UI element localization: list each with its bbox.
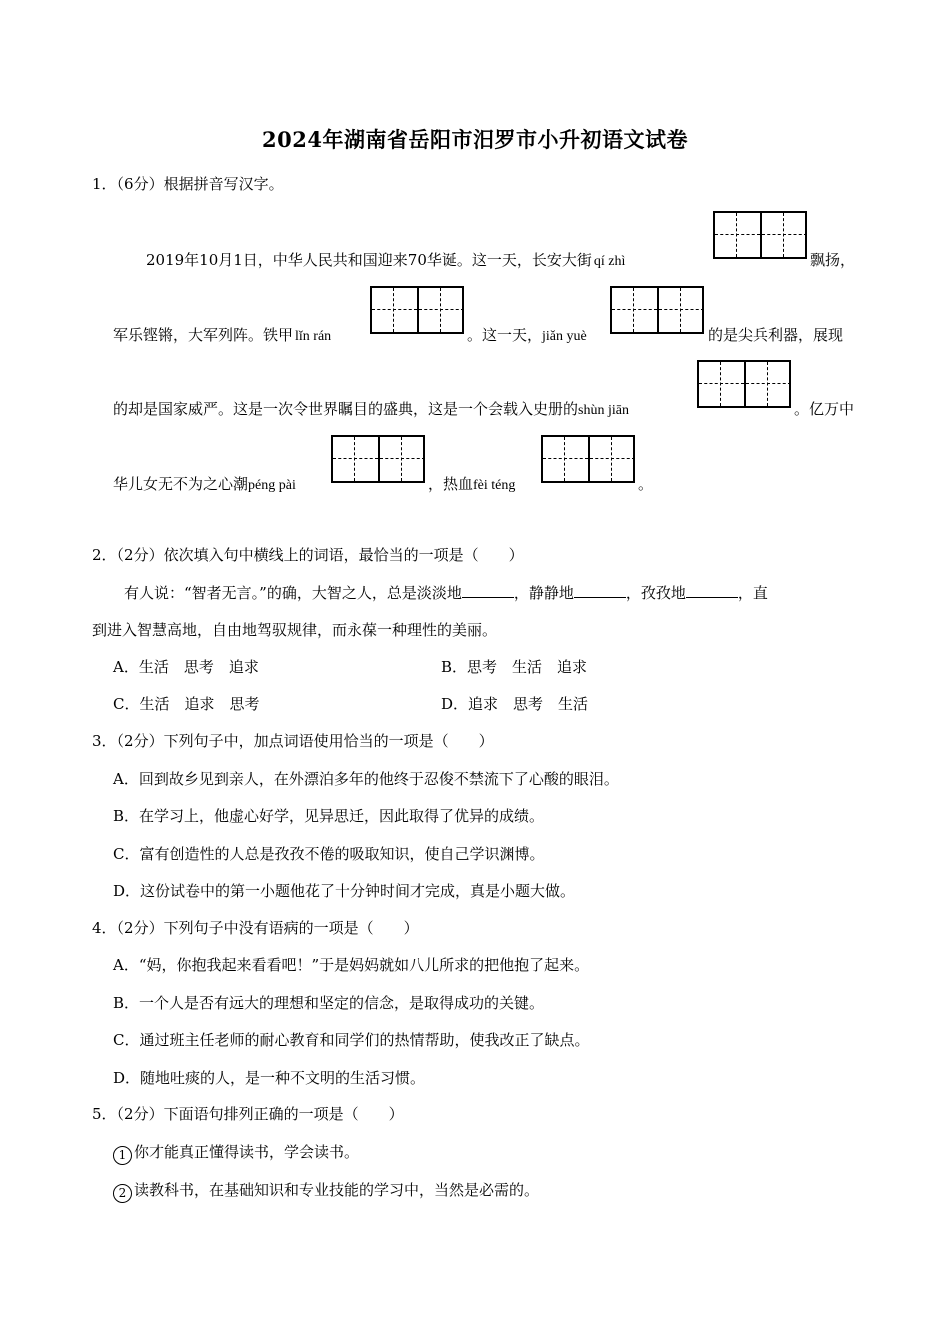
q2-text-c: ，孜孜地 [625, 584, 686, 602]
q1-stem: 1．（6分）根据拼音写汉字。 [92, 175, 284, 193]
q2-paragraph-line1 [124, 583, 768, 603]
q5-item-1-text: 你才能真正懂得读书，学会读书。 [134, 1143, 360, 1161]
q2-text-a: 有人说：“智者无言。”的确，大智之人，总是淡淡地 [124, 584, 462, 602]
q1-line4a [113, 474, 296, 496]
q2-option-b[interactable]: B．思考 生活 追求 [441, 658, 588, 676]
pinyin-jianyue: jiǎn yuè [542, 329, 587, 344]
fill-blank-3[interactable] [686, 583, 738, 598]
pinyin-shunjian: shùn jiān [578, 403, 629, 418]
pinyin-linran: lǐn rán [295, 329, 332, 344]
q3-option-a[interactable]: A．回到故乡见到亲人，在外漂泊多年的他终于忍俊不禁流下了心酸的眼泪。 [113, 770, 619, 788]
answer-grid-pengpai[interactable] [331, 435, 425, 483]
q2-text-b: ，静静地 [513, 584, 574, 602]
answer-grid-feiteng[interactable] [541, 435, 635, 483]
q5-stem: 5．（2分）下面语句排列正确的一项是（ ） [92, 1105, 404, 1123]
q2-option-a[interactable]: A．生活 思考 追求 [113, 658, 259, 676]
q1-line3 [113, 399, 629, 421]
q1-line2a [113, 325, 331, 347]
q1-line4b [428, 474, 515, 496]
q1-line1-end: 飘扬， [810, 251, 856, 269]
q2-option-c[interactable]: C．生活 追求 思考 [113, 695, 260, 713]
q2-option-d[interactable]: D．追求 思考 生活 [441, 695, 589, 713]
answer-grid-jianyue[interactable] [610, 286, 704, 334]
q1-line2a-text: 军乐铿锵，大军列阵。铁甲 [113, 326, 294, 344]
q4-option-d[interactable]: D．随地吐痰的人，是一种不文明的生活习惯。 [113, 1069, 426, 1087]
pinyin-qizhi: qí zhì [593, 254, 626, 269]
q1-line4b-text: ，热血 [428, 475, 474, 493]
q1-line2b-text: 。这一天， [467, 326, 543, 344]
fill-blank-2[interactable] [574, 583, 626, 598]
q2-paragraph-line2: 到进入智慧高地，自由地驾驭规律，而永葆一种理性的美丽。 [92, 621, 498, 639]
q4-option-b[interactable]: B．一个人是否有远大的理想和坚定的信念，是取得成功的关键。 [113, 994, 545, 1012]
q2-stem: 2．（2分）依次填入句中横线上的词语，最恰当的一项是（ ） [92, 546, 524, 564]
q1-line2c: 的是尖兵利器，展现 [708, 326, 844, 344]
q1-line1 [146, 250, 625, 272]
answer-grid-shunjian[interactable] [697, 360, 791, 408]
q2-text-d: ，直 [737, 584, 768, 602]
q3-stem: 3．（2分）下列句子中，加点词语使用恰当的一项是（ ） [92, 732, 494, 750]
q4-stem: 4．（2分）下列句子中没有语病的一项是（ ） [92, 919, 419, 937]
pinyin-feiteng: fèi téng [473, 478, 516, 493]
q5-item-2 [113, 1180, 539, 1203]
q5-item-2-text: 读教科书，在基础知识和专业技能的学习中，当然是必需的。 [134, 1181, 540, 1199]
q3-option-d[interactable]: D．这份试卷中的第一小题他花了十分钟时间才完成，真是小题大做。 [113, 882, 576, 900]
circled-number-2: 2 [113, 1184, 132, 1203]
q1-line4-end: 。 [638, 475, 654, 493]
answer-grid-linran[interactable] [370, 286, 464, 334]
q1-line3-text: 的却是国家威严。这是一次令世界瞩目的盛典，这是一个会载入史册的 [113, 400, 579, 418]
q1-line3-end: 。亿万中 [794, 400, 855, 418]
q3-option-c[interactable]: C．富有创造性的人总是孜孜不倦的吸取知识，使自己学识渊博。 [113, 845, 545, 863]
q5-item-1 [113, 1142, 359, 1165]
q1-line2b [467, 325, 587, 347]
q4-option-c[interactable]: C．通过班主任老师的耐心教育和同学们的热情帮助，使我改正了缺点。 [113, 1031, 590, 1049]
pinyin-pengpai: péng pài [248, 478, 296, 493]
q1-line4a-text: 华儿女无不为之心潮 [113, 475, 249, 493]
circled-number-1: 1 [113, 1146, 132, 1165]
q1-line1-text: 2019年10月1日，中华人民共和国迎来70华诞。这一天，长安大街 [146, 251, 592, 269]
fill-blank-1[interactable] [462, 583, 514, 598]
page-title: 2024年湖南省岳阳市汨罗市小升初语文试卷 [262, 127, 688, 152]
q3-option-b[interactable]: B．在学习上，他虚心好学，见异思迁，因此取得了优异的成绩。 [113, 807, 545, 825]
answer-grid-qizhi[interactable] [713, 211, 807, 259]
q4-option-a[interactable]: A．“妈，你抱我起来看看吧！”于是妈妈就如八儿所求的把他抱了起来。 [113, 956, 590, 974]
